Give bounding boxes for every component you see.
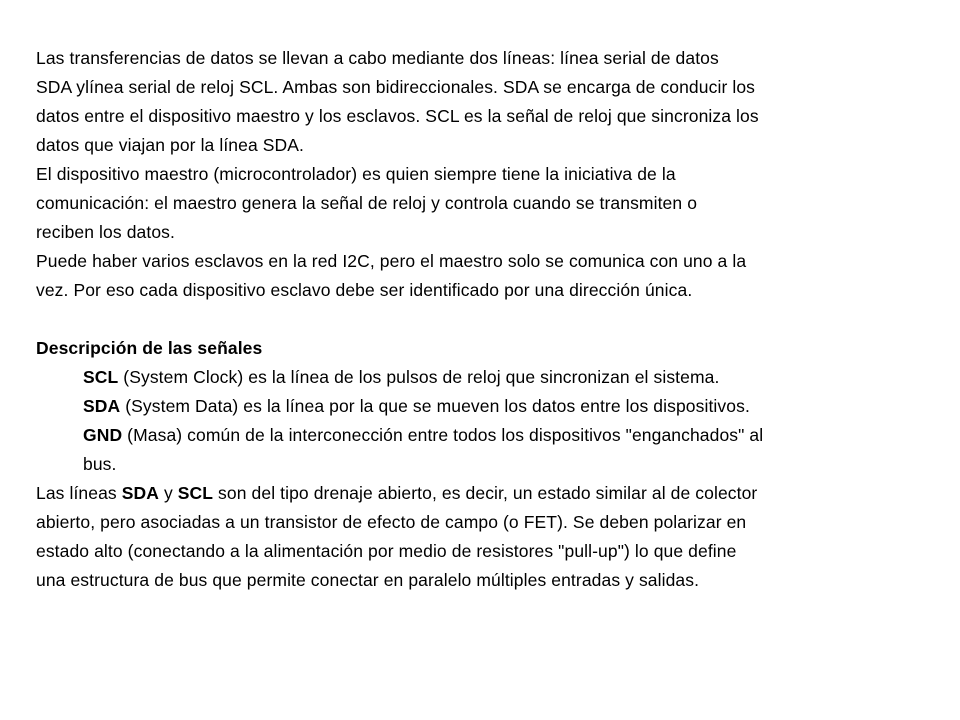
text-line: Puede haber varios esclavos en la red I2C, pero el maestro solo se comunica con uno a la bbox=[36, 251, 747, 271]
signal-description: (Masa) común de la interconección entre todos los dispositivos "enganchados" al bbox=[122, 425, 764, 445]
text-line bbox=[36, 479, 936, 508]
text-line: datos entre el dispositivo maestro y los esclavos. SCL es la señal de reloj que sincroniza los bbox=[36, 106, 759, 126]
text-line: El dispositivo maestro (microcontrolador) es quien siempre tiene la iniciativa de la bbox=[36, 164, 676, 184]
paragraph-slaves bbox=[36, 247, 936, 305]
signal-term: SDA bbox=[83, 396, 121, 416]
term-scl: SCL bbox=[177, 483, 214, 503]
text-line: abierto, pero asociadas a un transistor de efecto de campo (o FET). Se deben polarizar en bbox=[36, 512, 747, 532]
text-line: vez. Por eso cada dispositivo esclavo debe ser identificado por una dirección única. bbox=[36, 280, 693, 300]
term-sda: SDA bbox=[121, 483, 159, 503]
text-line: una estructura de bus que permite conectar en paralelo múltiples entradas y salidas. bbox=[36, 570, 700, 590]
text-line: estado alto (conectando a la alimentación por medio de resistores "pull-up") lo que define bbox=[36, 541, 737, 561]
signal-description: (System Data) es la línea por la que se mueven los datos entre los dispositivos. bbox=[120, 396, 750, 416]
signal-term: SCL bbox=[83, 367, 119, 387]
text-line: Las transferencias de datos se llevan a cabo mediante dos líneas: línea serial de datos bbox=[36, 48, 719, 68]
paragraph-spacer bbox=[36, 305, 936, 334]
signal-description: (System Clock) es la línea de los pulsos de reloj que sincronizan el sistema. bbox=[118, 367, 720, 387]
text-line: datos que viajan por la línea SDA. bbox=[36, 135, 305, 155]
signal-term: GND bbox=[83, 425, 123, 445]
text-line: reciben los datos. bbox=[36, 222, 175, 242]
signal-scl bbox=[36, 363, 936, 392]
text-fragment: son del tipo drenaje abierto, es decir, un estado similar al de colector bbox=[213, 483, 758, 503]
paragraph-transfer bbox=[36, 44, 936, 160]
paragraph-open-drain bbox=[36, 479, 936, 595]
paragraph-master bbox=[36, 160, 936, 247]
text-line: SDA ylínea serial de reloj SCL. Ambas son bidireccionales. SDA se encarga de conducir los bbox=[36, 77, 755, 97]
section-heading: Descripción de las señales bbox=[36, 338, 263, 358]
text-fragment: y bbox=[159, 483, 178, 503]
text-fragment: Las líneas bbox=[36, 483, 122, 503]
signal-gnd-continued: bus. bbox=[83, 454, 117, 474]
signal-gnd bbox=[36, 421, 936, 450]
signal-sda bbox=[36, 392, 936, 421]
document-body bbox=[36, 44, 936, 595]
text-line: comunicación: el maestro genera la señal de reloj y controla cuando se transmiten o bbox=[36, 193, 698, 213]
